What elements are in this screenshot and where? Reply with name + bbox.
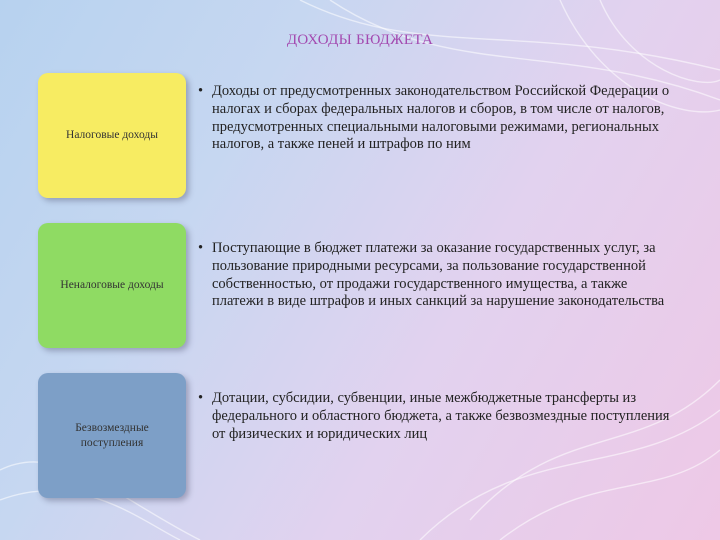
page-title: ДОХОДЫ БЮДЖЕТА (286, 32, 434, 48)
bullet-icon: • (198, 390, 204, 406)
description-free (198, 390, 678, 443)
bullet-icon: • (198, 240, 204, 256)
category-box-nontax: Неналоговые доходы (38, 223, 186, 348)
description-text: Доходы от предусмотренных законодательством Российской Федерации о налогах и сборах федеральных налогов и сборов, в том числе от налогов, предусмотренных специальными налоговыми режимами, региональных налогов, а также пеней и штрафов по ним (212, 83, 670, 153)
category-box-free: Безвозмездные поступления (38, 373, 186, 498)
description-nontax (198, 240, 678, 311)
description-text: Поступающие в бюджет платежи за оказание государственных услуг, за пользование природными ресурсами, за пользование государственной собственностью, от продажи государственного имущества, а также платежи в виде штрафов и иных санкций за нарушение законодательства (212, 240, 665, 310)
description-text: Дотации, субсидии, субвенции, иные межбюджетные трансферты из федерального и областного бюджета, а также безвозмездные поступления от физических и юридических лиц (212, 390, 670, 442)
bullet-icon: • (198, 83, 204, 99)
category-box-tax: Налоговые доходы (38, 73, 186, 198)
description-tax (198, 83, 678, 154)
